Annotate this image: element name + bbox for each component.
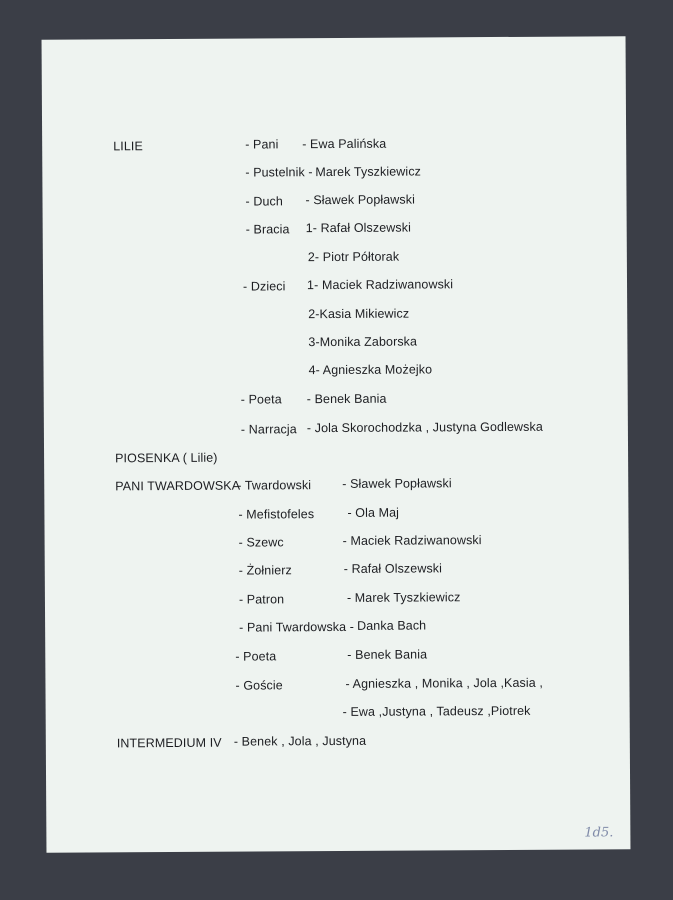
- cast-poeta-2: - Benek Bania: [347, 647, 428, 662]
- cast-pani: - Ewa Palińska: [302, 136, 387, 152]
- section-title-lilie: LILIE: [113, 139, 143, 154]
- section-title-piosenka: PIOSENKA ( Lilie): [115, 450, 218, 466]
- role-poeta: - Poeta: [240, 392, 282, 407]
- role-pani: - Pani: [245, 137, 279, 152]
- cast-szewc: - Maciek Radziwanowski: [342, 533, 482, 548]
- cast-goscie-1: - Agnieszka , Monika , Jola ,Kasia ,: [345, 675, 543, 691]
- role-mefistofeles: - Mefistofeles: [238, 507, 315, 522]
- cast-bracia-1: 1- Rafał Olszewski: [305, 220, 412, 236]
- role-patron: - Patron: [238, 592, 285, 607]
- cast-mefistofeles: - Ola Maj: [347, 505, 400, 520]
- cast-dzieci-3: 3-Monika Zaborska: [308, 334, 418, 350]
- cast-goscie-2: - Ewa ,Justyna , Tadeusz ,Piotrek: [342, 703, 531, 719]
- section-title-pani-twardowska: PANI TWARDOWSKA: [115, 478, 241, 494]
- cast-twardowski: - Sławek Popławski: [342, 476, 452, 491]
- role-pani-twardowska: - Pani Twardowska -: [239, 619, 355, 635]
- cast-zolnierz: - Rafał Olszewski: [343, 561, 443, 576]
- role-dzieci: - Dzieci: [242, 279, 286, 294]
- cast-bracia-2: 2- Piotr Półtorak: [307, 249, 400, 265]
- role-poeta-2: - Poeta: [235, 649, 277, 664]
- cast-pustelnik: Marek Tyszkiewicz: [315, 164, 422, 180]
- role-twardowski: - Twardowski: [237, 478, 312, 493]
- cast-narracja: - Jola Skorochodzka , Justyna Godlewska: [306, 419, 543, 436]
- role-duch: - Duch: [245, 194, 283, 209]
- role-narracja: - Narracja: [240, 422, 297, 437]
- role-szewc: - Szewc: [238, 535, 284, 550]
- cast-duch: - Sławek Popławski: [305, 192, 416, 208]
- document-page: [42, 36, 631, 853]
- cast-poeta: - Benek Bania: [306, 391, 387, 407]
- cast-dzieci-4: 4- Agnieszka Możejko: [308, 362, 433, 378]
- cast-patron: - Marek Tyszkiewicz: [346, 590, 461, 605]
- role-bracia: - Bracia: [245, 222, 290, 237]
- role-pustelnik: - Pustelnik -: [245, 165, 313, 180]
- section-title-intermedium: INTERMEDIUM IV: [116, 735, 222, 751]
- cast-dzieci-2: 2-Kasia Mikiewicz: [308, 306, 410, 322]
- cast-pani-twardowska: Danka Bach: [357, 618, 427, 633]
- cast-dzieci-1: 1- Maciek Radziwanowski: [306, 277, 454, 293]
- cast-intermedium: - Benek , Jola , Justyna: [233, 733, 367, 749]
- page-number: 1d5.: [584, 825, 614, 841]
- role-zolnierz: - Żołnierz: [238, 563, 292, 578]
- role-goscie: - Goście: [235, 678, 283, 693]
